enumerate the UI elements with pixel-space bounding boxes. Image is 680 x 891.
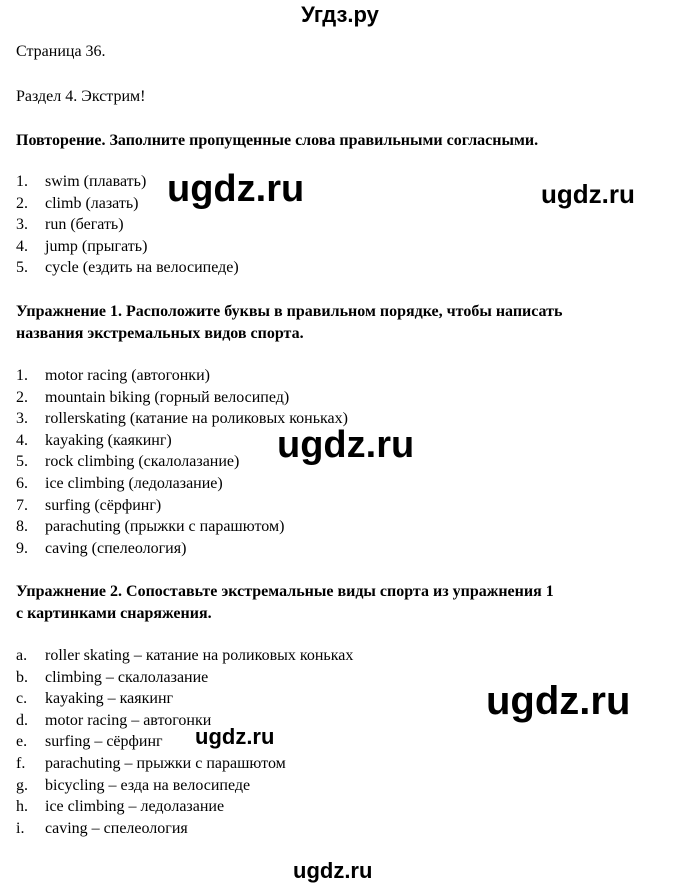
list-marker: g. xyxy=(16,776,28,794)
list-item-text: rock climbing (скалолазание) xyxy=(45,453,240,471)
page-number: Страница 36. xyxy=(16,43,106,60)
list-marker: c. xyxy=(16,690,28,708)
list-item xyxy=(16,775,353,797)
list-item-text: motor racing – автогонки xyxy=(45,711,212,729)
list-marker: 4. xyxy=(16,431,28,449)
list-item xyxy=(16,538,348,560)
list-marker: a. xyxy=(16,647,28,664)
list-item-text: jump (прыгать) xyxy=(45,237,148,255)
list-marker: 1. xyxy=(16,367,28,384)
list-marker: d. xyxy=(16,711,28,729)
watermark: ugdz.ru xyxy=(541,179,635,209)
list-item-text: kayaking – каякинг xyxy=(45,690,174,708)
list-marker: 2. xyxy=(16,194,28,212)
list-item-text: caving – спелеология xyxy=(45,819,188,837)
list-item-text: kayaking (каякинг) xyxy=(45,431,172,449)
list-item xyxy=(16,473,348,495)
list-marker: h. xyxy=(16,798,28,816)
list-marker: 5. xyxy=(16,259,28,277)
watermark: ugdz.ru xyxy=(277,424,415,466)
list-item-text: roller skating – катание на роликовых коньках xyxy=(45,647,354,664)
exercise1-heading-line1: Упражнение 1. Расположите буквы в правильном порядке, чтобы написать xyxy=(16,303,563,320)
list-item-text: bicycling – езда на велосипеде xyxy=(45,776,251,794)
list-item xyxy=(16,516,348,538)
list-item-text: climbing – скалолазание xyxy=(45,668,209,686)
list-item-text: rollerskating (катание на роликовых коньках) xyxy=(45,410,348,428)
list-marker: 3. xyxy=(16,216,28,234)
list-item-text: ice climbing – ледолазание xyxy=(45,798,225,816)
review-heading: Повторение. Заполните пропущенные слова правильными согласными. xyxy=(16,132,539,149)
list-item-text: climb (лазать) xyxy=(45,194,139,212)
list-item xyxy=(16,214,239,236)
list-item xyxy=(16,387,348,409)
exercise1-heading-line2: названия экстремальных видов спорта. xyxy=(16,325,304,342)
list-marker: 5. xyxy=(16,453,28,471)
list-item xyxy=(16,796,353,818)
exercise2-heading-line2: с картинками снаряжения. xyxy=(16,605,212,622)
list-item xyxy=(16,645,353,667)
list-item xyxy=(16,818,353,840)
list-item-text: surfing – сёрфинг xyxy=(45,733,163,751)
list-item-text: caving (спелеология) xyxy=(45,539,187,557)
list-marker: e. xyxy=(16,733,28,751)
list-item xyxy=(16,257,239,279)
watermark: ugdz.ru xyxy=(195,724,275,749)
list-item-text: ice climbing (ледолазание) xyxy=(45,474,223,492)
list-item-text: run (бегать) xyxy=(45,216,124,234)
section-title: Раздел 4. Экстрим! xyxy=(16,88,146,105)
list-marker: 6. xyxy=(16,474,28,492)
list-item xyxy=(16,753,353,775)
list-item xyxy=(16,731,353,753)
list-item xyxy=(16,688,353,710)
list-item-text: swim (плавать) xyxy=(45,173,147,190)
list-marker: 3. xyxy=(16,410,28,428)
list-item-text: surfing (сёрфинг) xyxy=(45,496,162,514)
list-item-text: parachuting (прыжки с парашютом) xyxy=(45,518,285,536)
list-marker: 8. xyxy=(16,518,28,536)
list-marker: 9. xyxy=(16,539,28,557)
footer-watermark: ugdz.ru xyxy=(293,858,373,883)
list-item xyxy=(16,365,348,387)
list-item xyxy=(16,667,353,689)
list-marker: 7. xyxy=(16,496,28,514)
list-marker: f. xyxy=(16,754,26,772)
list-item-text: motor racing (автогонки) xyxy=(45,367,210,384)
exercise2-heading-line1: Упражнение 2. Сопоставьте экстремальные виды спорта из упражнения 1 xyxy=(16,583,554,600)
list-marker: 4. xyxy=(16,237,28,255)
list-item-text: mountain biking (горный велосипед) xyxy=(45,388,290,406)
list-item-text: parachuting – прыжки с парашютом xyxy=(45,754,286,772)
list-item xyxy=(16,710,353,732)
list-marker: 1. xyxy=(16,173,28,190)
watermark: ugdz.ru xyxy=(486,679,631,723)
watermark: ugdz.ru xyxy=(167,168,305,210)
list-marker: i. xyxy=(16,819,25,837)
list-item xyxy=(16,495,348,517)
list-marker: b. xyxy=(16,668,28,686)
exercise2-list xyxy=(16,645,353,839)
site-title: Угдз.ру xyxy=(301,2,379,27)
list-item-text: cycle (ездить на велосипеде) xyxy=(45,259,239,277)
list-marker: 2. xyxy=(16,388,28,406)
list-item xyxy=(16,236,239,258)
